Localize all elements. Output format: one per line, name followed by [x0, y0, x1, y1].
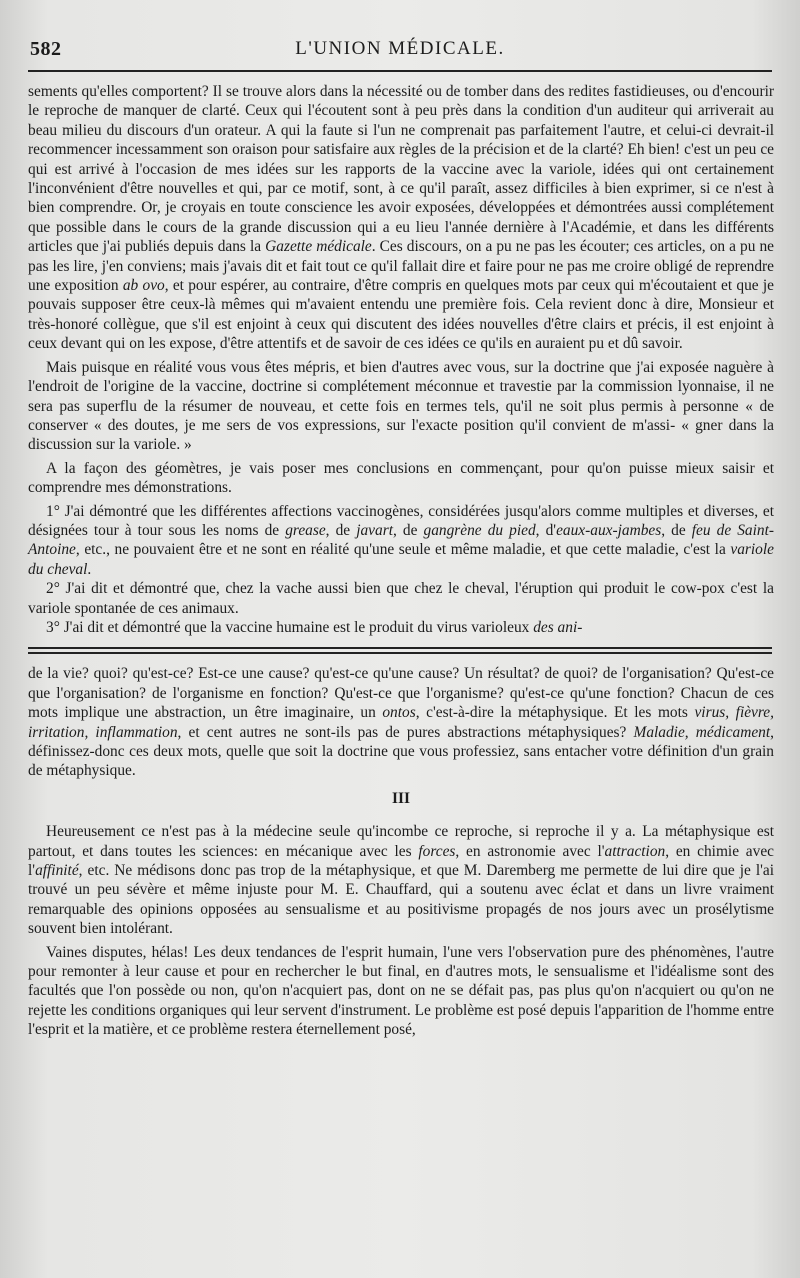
separator-line: [28, 652, 772, 654]
feuilleton-paragraph-3: Vaines disputes, hélas! Les deux tendances de l'esprit humain, l'une vers l'observation pure des phénomènes, l'autre pour remonter à leur cause et pour en rechercher le but final, en d'autres mots, le sensualisme et l'idéalisme sont des facultés que l'on possède ou non, qu'on n'acquiert pas, dont on ne se défait pas, pas plus qu'on n'acquiert ou qu'on ne rejette les conditions organiques qui leur servent d'instrument. Le problème est posé depuis l'apparition de l'homme entre l'esprit et la matière, et ce problème restera éternellement posé,: [28, 943, 774, 1039]
section-number: III: [392, 789, 410, 807]
paragraph-3: A la façon des géomètres, je vais poser mes conclusions en commençant, pour qu'on puisse mieux saisir et comprendre mes démonstrations.: [28, 459, 774, 497]
page-number: 582: [30, 38, 62, 60]
conclusion-1: 1° J'ai démontré que les différentes affections vaccinogènes, considérées jusqu'alors comme multiples et diverses, et désignées tour à tour sous les noms de grease, de javart, de gangrène du pied, d'eaux-aux-jambes, de feu de Saint-Antoine, etc., ne pouvaient être et ne sont en réalité qu'une seule et même maladie, et que cette maladie, c'est la variole du cheval.: [28, 502, 774, 578]
running-title: L'UNION MÉDICALE.: [295, 38, 505, 59]
separator-line: [28, 647, 772, 649]
paragraph-1: sements qu'elles comportent? Il se trouve alors dans la nécessité ou de tomber dans des redites fastidieuses, ou d'encourir le reproche de manquer de clarté. Ceux qui l'écoutent sont à peu près dans la condition d'un auditeur qui arriverait au beau milieu du discours d'un orateur. A qui la faute si l'un ne comprenait pas parfaitement l'autre, et celui-ci devrait-il recommencer incessamment son oraison pour satisfaire aux règles de la précision et de la clarté? Eh bien! c'est un peu ce qui est arrivé à l'occasion de mes idées sur les rapports de la vaccine avec la variole, idées qui ont certainement l'inconvénient d'être nouvelles et qui, par ce motif, sont, à ce qu'il paraît, assez difficiles à bien exprimer, si ce n'est à bien comprendre. Or, je croyais en toute conscience les avoir exposées, développées et démontrées aussi complétement que possible dans le cours de la grande discussion qui a eu lieu l'année dernière à l'Académie, et dans les différents articles que j'ai publiés depuis dans la Gazette médicale. Ces discours, on a pu ne pas les écouter; ces articles, on a pu ne pas les lire, j'en conviens; mais j'avais dit et fait tout ce qu'il fallait dire et faire pour ne pas me croire obligé de reprendre une exposition ab ovo, et pour espérer, au contraire, d'être compris en quelques mots par ceux qui m'écoutaient et que je pouvais supposer être ceux-là mêmes qui m'avaient entendu une première fois. Cela revient donc à dire, Monsieur et très-honoré collègue, que s'il est enjoint à ceux qui discutent des idées nouvelles d'être clairs et précis, il est enjoint à ceux devant qui on les expose, d'être attentifs et de savoir de ces idées ce qu'ils en auraient pu et dû savoir.: [28, 83, 774, 353]
feuilleton-paragraph-2: Heureusement ce n'est pas à la médecine seule qu'incombe ce reproche, si reproche il y a. La métaphysique est partout, et dans toutes les sciences: en mécanique avec les forces, en astronomie avec l'attraction, en chimie avec l'affinité, etc. Ne médisons donc pas trop de la métaphysique, et que M. Daremberg me permette de lui dire que je l'ai trouvé un peu sévère et même injuste pour M. E. Chauffard, qui a soutenu avec éclat et dans un livre vraiment remarquable des opinions opposées au sensualisme et au positivisme propagés de nos jours avec un prosélytisme souvent bien intolérant.: [28, 823, 774, 938]
conclusion-2: 2° J'ai dit et démontré que, chez la vache aussi bien que chez le cheval, l'éruption qui produit le cow-pox c'est la variole spontanée de ces animaux.: [28, 580, 774, 617]
feuilleton-separator: [28, 647, 772, 654]
main-text: [28, 82, 774, 637]
page-header: [28, 30, 772, 72]
feuilleton-text: [28, 664, 774, 1039]
feuilleton-paragraph-1: de la vie? quoi? qu'est-ce? Est-ce une cause? qu'est-ce qu'une cause? Un résultat? de quoi? de l'organisation? Qu'est-ce que l'organisation? de l'organisme en fonction? Qu'est-ce que l'organisme? qu'est-ce qu'une fonction? Chacun de ces mots implique une abstraction, un être imaginaire, un ontos, c'est-à-dire la métaphysique. Et les mots virus, fièvre, irritation, inflammation, et cent autres ne sont-ils pas de pures abstractions métaphysiques? Maladie, médicament, définissez-donc ces deux mots, quelle que soit la doctrine que vous professiez, sans entacher votre définition d'un grain de métaphysique.: [28, 665, 775, 780]
conclusion-3: 3° J'ai dit et démontré que la vaccine humaine est le produit du virus varioleux des ani-: [46, 618, 583, 636]
paragraph-2: Mais puisque en réalité vous vous êtes mépris, et bien d'autres avec vous, sur la doctrine que j'ai exposée naguère à l'endroit de l'origine de la vaccine, doctrine si complétement méconnue et travestie par la commission lyonnaise, il ne sera pas superflu de la résumer de nouveau, et cette fois en termes tels, qu'il ne soit plus permis à personne « de conserver « des doutes, je me sers de vos expressions, sur l'exacte position qu'il convient de m'assi- « gner dans la discussion sur la variole. »: [28, 358, 774, 454]
